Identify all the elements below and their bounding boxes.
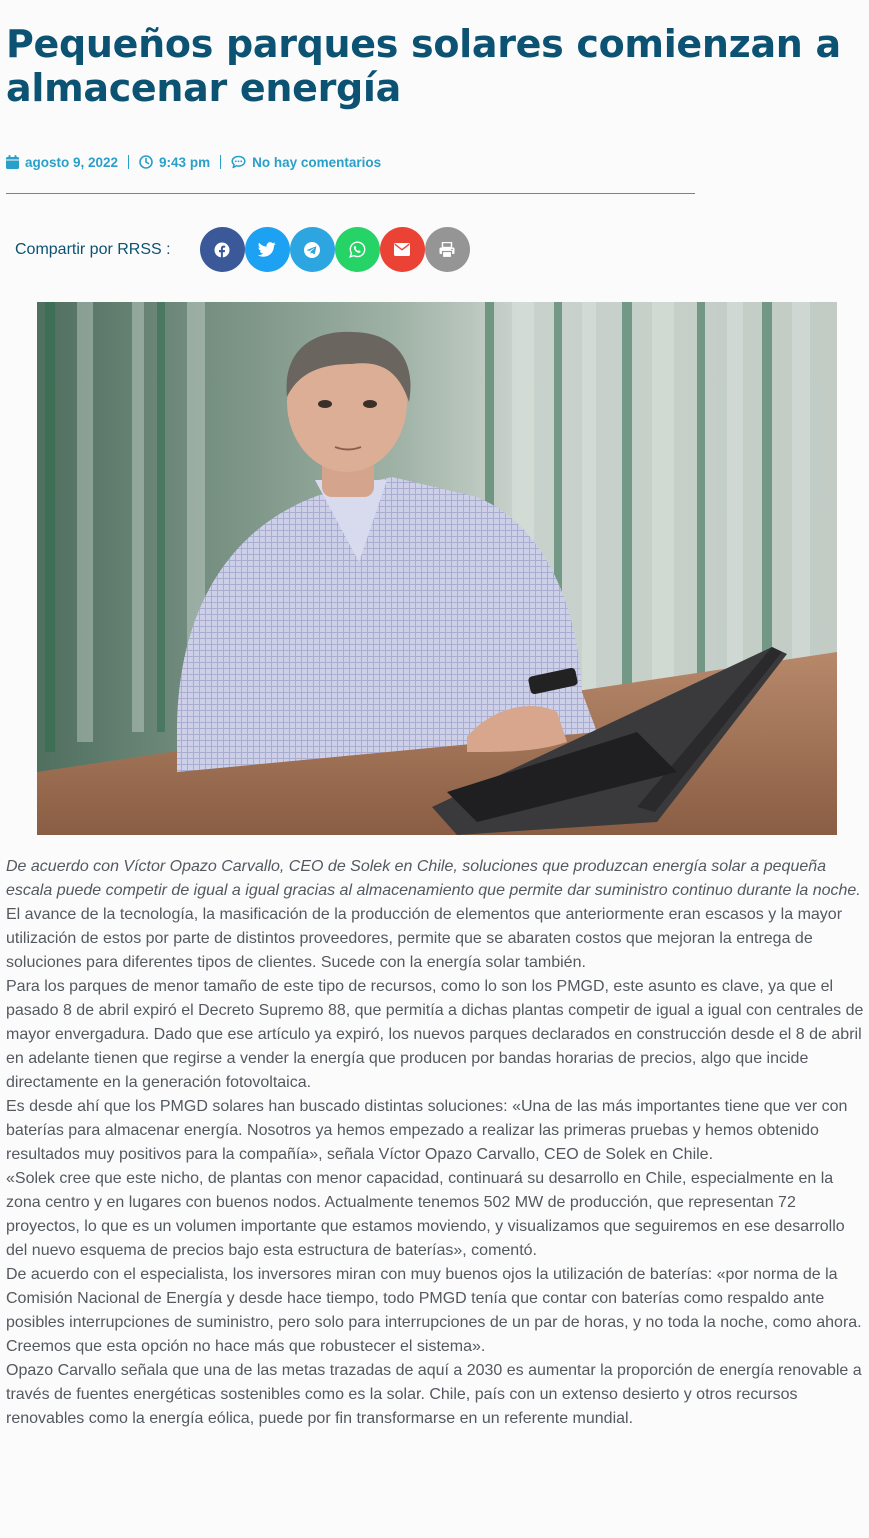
post-date[interactable] <box>6 155 118 170</box>
share-telegram-button[interactable] <box>290 227 335 272</box>
facebook-icon <box>214 242 230 258</box>
post-time-text: 9:43 pm <box>159 154 211 170</box>
article-lead: De acuerdo con Víctor Opazo Carvallo, CEO de Solek en Chile, soluciones que produzcan energía solar a pequeña escala puede competir de igual a igual gracias al almacenamiento que permite dar suministro continuo durante la noche. <box>6 858 861 899</box>
title-divider <box>6 193 695 194</box>
meta-separator <box>128 155 129 169</box>
post-time <box>139 155 210 170</box>
envelope-icon <box>394 243 410 256</box>
share-print-button[interactable] <box>425 227 470 272</box>
article-title: Pequeños parques solares comienzan a almacenar energía <box>6 22 841 110</box>
article-paragraph: Es desde ahí que los PMGD solares han buscado distintas soluciones: «Una de las más importantes tiene que ver con baterías para almacenar energía. Nosotros ya hemos empezado a realizar las primeras pruebas y hemos obtenido resultados muy positivos para la compañía», señala Víctor Opazo Carvallo, CEO de Solek en Chile. <box>6 1098 848 1163</box>
clock-icon <box>139 155 153 169</box>
meta-separator <box>220 155 221 169</box>
article-paragraph: Para los parques de menor tamaño de este tipo de recursos, como lo son los PMGD, este asunto es clave, ya que el pasado 8 de abril expiró el Decreto Supremo 88, que permitía a dichas plantas competir de igual a igual con centrales de mayor envergadura. Dado que ese artículo ya expiró, los nuevos parques declarados en construcción desde el 8 de abril en adelante tienen que regirse a vender la energía que producen por bandas horarias de precios, algo que incide directamente en la generación fotovoltaica. <box>6 978 864 1091</box>
print-icon <box>439 242 455 258</box>
article-paragraph: De acuerdo con el especialista, los inversores miran con muy buenos ojos la utilización de baterías: «por norma de la Comisión Nacional de Energía y desde hace tiempo, todo PMGD tenía que contar con baterías como respaldo ante posibles interrupciones de suministro, pero solo para interrupciones de un par de horas, y no toda la noche, como ahora. Creemos que esta opción no hace más que robustecer el sistema». <box>6 1266 862 1355</box>
article-paragraph: El avance de la tecnología, la masificación de la producción de elementos que anteriormente eran escasos y la mayor utilización de estos por parte de distintos proveedores, permite que se abaraten costos que mejoran la entrega de soluciones para diferentes tipos de clientes. Sucede con la energía solar también. <box>6 906 843 971</box>
twitter-icon <box>258 242 276 257</box>
share-twitter-button[interactable] <box>245 227 290 272</box>
post-date-text: agosto 9, 2022 <box>25 154 119 170</box>
calendar-icon <box>6 155 19 169</box>
share-label: Compartir por RRSS : <box>15 240 171 258</box>
article-paragraph: Opazo Carvallo señala que una de las metas trazadas de aquí a 2030 es aumentar la proporción de energía renovable a través de fuentes energéticas sostenibles como es la solar. Chile, país con un extenso desierto y otros recursos renovables como la energía eólica, puede por fin transformarse en un referente mundial. <box>6 1362 862 1427</box>
article-paragraph: «Solek cree que este nicho, de plantas con menor capacidad, continuará su desarrollo en Chile, especialmente en la zona centro y en lugares con buenos nodos. Actualmente tenemos 502 MW de producción, que representan 72 proyectos, lo que es un volumen importante que estamos moviendo, y visualizamos que seguiremos en ese desarrollo del nuevo esquema de precios bajo esta estructura de baterías», comentó. <box>6 1170 845 1259</box>
comment-icon <box>231 155 246 169</box>
post-comments[interactable] <box>231 155 381 170</box>
article-body <box>6 855 868 1431</box>
man-with-laptop-photo <box>37 302 837 835</box>
share-bar <box>15 227 470 272</box>
share-facebook-button[interactable] <box>200 227 245 272</box>
whatsapp-icon <box>349 241 366 258</box>
share-whatsapp-button[interactable] <box>335 227 380 272</box>
article-photo <box>37 302 837 835</box>
post-comments-text: No hay comentarios <box>252 154 382 170</box>
share-email-button[interactable] <box>380 227 425 272</box>
telegram-icon <box>304 242 320 258</box>
post-meta <box>6 153 381 171</box>
